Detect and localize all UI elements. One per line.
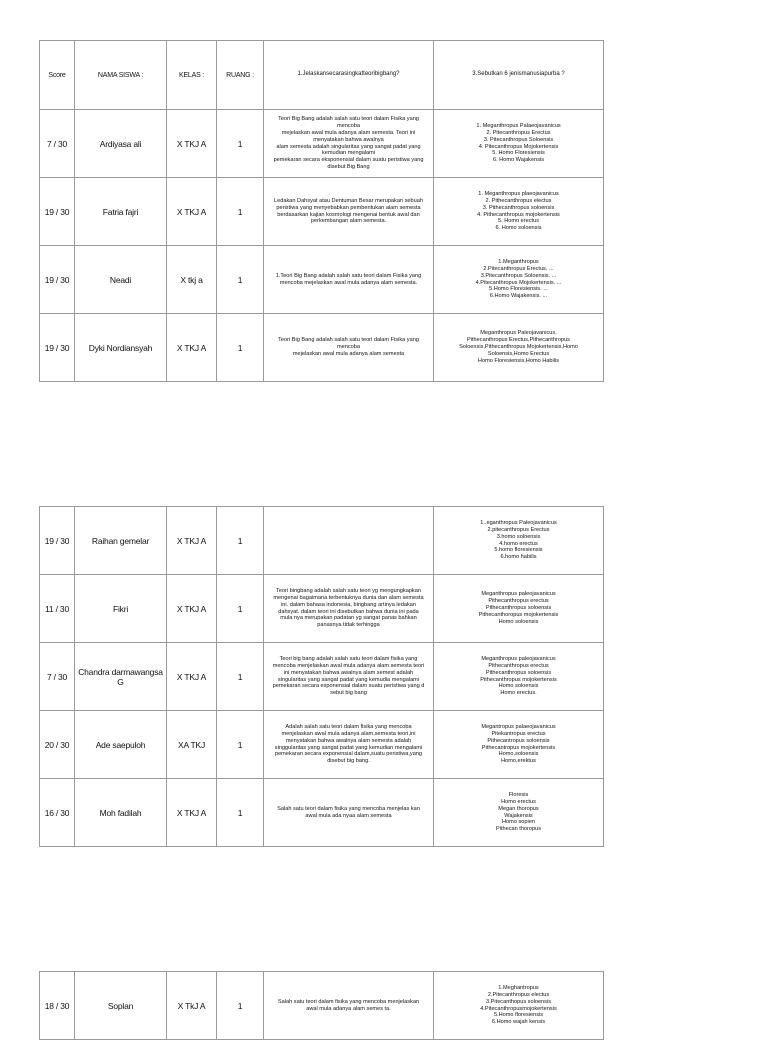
- class-cell: X TKJ A: [167, 178, 217, 246]
- answer-2-cell-line: Meganthropus paleojavanicus: [481, 655, 556, 662]
- answer-1-cell-line: pemekaran secara eksponensial dalam suatu peristiwa yang: [273, 157, 424, 164]
- answer-1-cell-line: Teori Big Bang adalah salah satu teori dalam Fisika yang: [278, 115, 419, 122]
- answer-2-cell-line: Wajakensis: [504, 812, 533, 819]
- score-cell: 19 / 30: [40, 178, 75, 246]
- answer-2-cell-line: 4.Pitecanthropus Mojokertensis. ...: [475, 279, 562, 286]
- answer-2-cell-line: Pithecanthropus Erectus,Pithecanthropus: [467, 337, 570, 344]
- answer-1-cell: [264, 972, 434, 1040]
- answer-2-cell-line: Megantropus palaeojavanicus: [481, 723, 556, 730]
- header-row: [40, 41, 604, 110]
- answer-2-cell-line: 5.Homo Floresiensis. ...: [489, 286, 548, 293]
- answer-2-cell-line: Meganthropus Paleojavanicus,: [480, 330, 557, 337]
- answer-2-cell-line: 6.Homo Wajakensis. ...: [489, 293, 548, 300]
- student-name: Dyki Nordiansyah: [75, 314, 167, 382]
- score-cell: 20 / 30: [40, 711, 75, 779]
- class-cell: X TKJ A: [167, 643, 217, 711]
- score-table-1-body: [40, 41, 604, 382]
- student-name: Fikri: [75, 575, 167, 643]
- answer-1-cell-line: berdasarkan kajian kosmologi mengenai bentuk awal dan: [277, 211, 420, 218]
- answer-1-cell-line: ini. dalam bahasa indonesia, bingbang artinya ledakan: [281, 601, 416, 608]
- answer-1-cell: [264, 178, 434, 246]
- answer-1-cell-line: awal mula ada nyaa alam semesta: [305, 812, 392, 819]
- answer-2-cell-line: Homo sopien: [502, 819, 535, 826]
- student-row: [40, 110, 604, 178]
- answer-2-cell-line: Homo soloensis: [498, 618, 539, 625]
- answer-2-cell: [434, 110, 604, 178]
- answer-2-cell-line: Homo erectus.: [500, 690, 537, 697]
- answer-2-cell-line: 5.homo floresiensis: [494, 547, 543, 554]
- score-cell: 19 / 30: [40, 246, 75, 314]
- header-ruang: RUANG :: [217, 41, 264, 110]
- answer-1-cell-line: pemekaran secara exponensial dalam suatu peristiwa yang d: [272, 683, 425, 690]
- answer-2-cell-line: 4. Pitecanthropus Mojokertensis: [478, 143, 559, 150]
- answer-2-cell-line: 6.homo habilis: [500, 554, 537, 561]
- answer-2-cell-line: 1. Meganthropus Palaeojavanicus: [476, 122, 561, 129]
- answer-1-cell: [264, 575, 434, 643]
- answer-2-cell-line: 2.pitecanthropus Erectus: [487, 526, 550, 533]
- answer-2-cell: [434, 246, 604, 314]
- answer-2-cell-line: Pithecanthropus erectus: [488, 598, 549, 605]
- answer-2-cell-line: 1..eganthropus Paleojavanicus: [480, 519, 557, 526]
- answer-2-cell-line: 1.Meganthropus: [498, 258, 539, 265]
- answer-2-cell-line: Soloensis,Pithecanthropus Mojokertensis,Homo: [459, 344, 578, 350]
- answer-2-cell-line: 3. Pitecanthropus Soloensis: [483, 136, 554, 143]
- student-row: [40, 643, 604, 711]
- answer-2-cell-line: 2.Pitecanthropus electus: [487, 991, 550, 998]
- answer-1-cell-line: Salah satu teori dalam fisika yang mencoba menjelaskan: [277, 998, 420, 1005]
- class-cell: X TKJ A: [167, 110, 217, 178]
- answer-2-cell-line: 2. Pitecanthropus Erectus: [486, 129, 551, 136]
- answer-1-cell-line: Salah satu teori dalam fisika yang mencoba menjelas kan: [277, 805, 420, 812]
- class-cell: X TKJ A: [167, 575, 217, 643]
- answer-1-cell-line: Teori Big Bang adalah salah satu teori dalam Fisika yang: [278, 337, 419, 344]
- answer-1-cell-line: 1.Teori Big Bang adalah salah satu teori dalam Fisika yang: [275, 272, 422, 279]
- student-name: Fatria fajri: [75, 178, 167, 246]
- answer-1-cell-line: mejelaskan awal mula adanya alam semesta. Teori ini: [281, 129, 416, 136]
- answer-2-cell-line: 1.Meghantropus: [498, 984, 539, 991]
- answer-1-cell-line: singularitas yang sangat padat yang kemudia mengalami: [277, 676, 420, 683]
- answer-2-cell-line: 3. Pithecanthropus soloensis: [482, 204, 555, 211]
- answer-2-cell-line: 4.Pitecanthropusmojokertensis: [480, 1005, 557, 1012]
- answer-2-cell: [434, 314, 604, 382]
- answer-2-cell-line: 2.Pitecanthropus Erectus. ...: [483, 265, 554, 272]
- answer-2-cell-line: Pithecanthropus mojokertensis: [480, 676, 557, 683]
- student-row: [40, 507, 604, 575]
- answer-1-cell-line: menyatakan bahwa awalnya: [313, 136, 384, 143]
- answer-2-cell-line: Pithecanthoropus mojokertensis: [478, 611, 559, 618]
- answer-2-cell-line: Homo soloensis: [498, 683, 539, 690]
- answer-2-cell: [434, 575, 604, 643]
- answer-1-cell: [264, 643, 434, 711]
- answer-1-cell-line: awal mula adanya alam semes ta.: [306, 1005, 391, 1012]
- score-table-1: [39, 40, 604, 382]
- answer-1-cell-line: mula nya merupakan padatan yg sangat panas bahkan: [280, 615, 417, 622]
- class-cell: X TKJ A: [167, 507, 217, 575]
- answer-2-cell: [434, 507, 604, 575]
- answer-2-cell-line: 6.Homo wajah kensis: [491, 1019, 546, 1026]
- student-row: [40, 314, 604, 382]
- answer-2-cell-line: 6. Homo Wajakensis: [492, 157, 545, 164]
- answer-2-cell-line: Soloensis,Homo Erectus: [487, 350, 550, 357]
- student-name: Chandra darmawangsa G: [75, 643, 167, 711]
- answer-2-cell-line: Pithecanthropus soloensis: [485, 605, 552, 611]
- answer-2-cell-line: 5. Homo Floresiensis: [492, 150, 545, 157]
- class-cell: XA TKJ: [167, 711, 217, 779]
- answer-2-cell-line: 5. Homo erectus: [497, 218, 540, 225]
- class-cell: X TkJ A: [167, 972, 217, 1040]
- answer-2-cell-line: Floresis: [508, 791, 529, 798]
- answer-1-cell: [264, 110, 434, 178]
- answer-1-cell-line: mengenai bagaimana terbentuknya dunia dan alam semesta: [273, 594, 424, 601]
- answer-1-cell: [264, 246, 434, 314]
- answer-1-cell-line: menjelaskan awal mula adanya alam,semesta teori,ini: [281, 730, 416, 737]
- answer-2-cell-line: 3.Pitecanthropus Soloensis. ...: [480, 272, 557, 279]
- score-cell: 11 / 30: [40, 575, 75, 643]
- answer-1-cell: [264, 314, 434, 382]
- student-row: [40, 972, 604, 1040]
- answer-1-cell-line: perkembangan alam semesta.: [310, 218, 387, 225]
- answer-1-cell: [264, 711, 434, 779]
- score-table-2-body: [40, 507, 604, 847]
- answer-1-cell-line: sebut big bang: [330, 690, 367, 697]
- answer-2-cell-line: Pithecantropus soloensis: [487, 737, 550, 744]
- class-cell: X tkj a: [167, 246, 217, 314]
- student-name: Ade saepuloh: [75, 711, 167, 779]
- room-cell: 1: [217, 779, 264, 847]
- room-cell: 1: [217, 643, 264, 711]
- student-name: Raihan gemelar: [75, 507, 167, 575]
- score-cell: 18 / 30: [40, 972, 75, 1040]
- room-cell: 1: [217, 246, 264, 314]
- room-cell: 1: [217, 314, 264, 382]
- answer-2-cell-line: Pithecantropus mojokertensis: [481, 744, 556, 751]
- room-cell: 1: [217, 110, 264, 178]
- answer-2-cell-line: Homo,soloensis: [498, 751, 539, 758]
- header-nama: NAMA SISWA :: [75, 41, 167, 110]
- class-cell: X TKJ A: [167, 314, 217, 382]
- score-cell: 7 / 30: [40, 643, 75, 711]
- answer-2-cell-line: Pithecanthropus erectus: [488, 662, 549, 669]
- header-score: Score: [40, 41, 75, 110]
- answer-2-cell-line: Pithecanthropus soloensis: [485, 669, 552, 676]
- answer-2-cell-line: Megan thoropus: [498, 805, 539, 812]
- room-cell: 1: [217, 972, 264, 1040]
- answer-1-cell-line: disebut Big Bang: [327, 164, 370, 171]
- answer-1-cell: [264, 779, 434, 847]
- answer-2-cell-line: Pithecan thoropus: [495, 826, 542, 833]
- student-row: [40, 178, 604, 246]
- answer-1-cell-line: Teori bingbang adalah salah satu teori yg mengungkapkan: [276, 587, 421, 594]
- room-cell: 1: [217, 178, 264, 246]
- header-question-1: 1.Jelaskansecarasingkatteoribigbang?: [264, 41, 434, 110]
- header-question-2: 3.Sebutkan 6 jenismanusiapurba ?: [434, 41, 604, 110]
- student-row: [40, 575, 604, 643]
- student-name: Soplan: [75, 972, 167, 1040]
- answer-2-cell-line: Pitekantropus erectus: [491, 730, 546, 737]
- score-cell: 16 / 30: [40, 779, 75, 847]
- answer-1-cell-line: mencoba mejelaskan awal mula adanya alam semesta.: [279, 279, 418, 286]
- answer-2-cell: [434, 711, 604, 779]
- answer-1-cell-line: peristiwa yang menyebabkan pembentukan alam semesta: [276, 204, 421, 211]
- class-cell: X TKJ A: [167, 779, 217, 847]
- answer-1-cell-line: menyatakan bahwa awalnya alam semesta adalah: [285, 737, 412, 744]
- answer-1-cell-line: mejelaskan awal mula adanya alam semesta: [292, 350, 405, 357]
- room-cell: 1: [217, 575, 264, 643]
- answer-1-cell: [264, 507, 434, 575]
- student-name: Ardiyasa ali: [75, 110, 167, 178]
- score-table-3: [39, 971, 604, 1040]
- student-row: [40, 246, 604, 314]
- student-name: Neadi: [75, 246, 167, 314]
- answer-1-cell-line: Adalah salah satu teori dalam fisika yang mencoba: [285, 723, 412, 730]
- answer-1-cell-line: Ledakan Dahsyat atau Dentuman Besar merupakan sebuah: [274, 197, 423, 204]
- answer-2-cell: [434, 972, 604, 1040]
- score-cell: 19 / 30: [40, 314, 75, 382]
- answer-1-cell-line: mencoba: [336, 344, 360, 350]
- answer-1-cell-line: mencoba menjelaskan awal mula adanya alam semesta teori: [272, 662, 425, 669]
- answer-2-cell-line: 3.Pitecanthopus soloensis: [486, 998, 551, 1005]
- answer-2-cell: [434, 643, 604, 711]
- answer-2-cell: [434, 779, 604, 847]
- answer-1-cell-line: singgularitas yang sangat padat yang kemudian mengalami: [274, 744, 423, 751]
- score-table-3-body: [40, 972, 604, 1040]
- score-cell: 7 / 30: [40, 110, 75, 178]
- answer-1-cell-line: Teori big bang adalah salah satu teori dalam fisika yang: [279, 655, 418, 662]
- answer-2-cell-line: 4. Pithecanthropus mojokertensis: [477, 211, 560, 218]
- answer-2-cell: [434, 178, 604, 246]
- answer-2-cell-line: 6. Homo soloensis: [495, 225, 542, 232]
- student-row: [40, 711, 604, 779]
- room-cell: 1: [217, 711, 264, 779]
- header-kelas: KELAS :: [167, 41, 217, 110]
- answer-2-cell-line: Homo,erektus: [501, 758, 536, 765]
- answer-1-cell-line: dahsyat. dalam teori ini disebutkan bahwa dunia ini pada: [278, 608, 419, 615]
- answer-1-cell-line: disebut big bang.: [327, 758, 370, 765]
- student-name: Moh fadilah: [75, 779, 167, 847]
- answer-2-cell-line: 1. Meganthropus plaeojavanicus: [478, 190, 559, 197]
- answer-1-cell-line: panasnya tidak terhingga: [317, 622, 380, 629]
- answer-1-cell-line: alam semesta adalah singularitas yang sangat padat yang: [276, 143, 421, 150]
- answer-1-cell-line: mencoba: [336, 122, 360, 129]
- answer-1-cell-line: kemudian mengalami: [321, 150, 376, 157]
- answer-2-cell-line: 3.homo soloensis: [496, 533, 541, 540]
- answer-2-cell-line: Homo erectus: [501, 798, 536, 805]
- answer-1-cell-line: ini menyatakan bahwa awalnya alam semest adalah: [283, 669, 414, 676]
- room-cell: 1: [217, 507, 264, 575]
- answer-1-cell-line: pemekaran secara exponensial dalam,suatu peristiwa,yang: [274, 751, 423, 758]
- score-table-2: [39, 506, 604, 847]
- answer-2-cell-line: Meganthropus paleojavanicus: [481, 591, 556, 598]
- answer-2-cell-line: 5.Homo floresiensis: [493, 1012, 544, 1019]
- answer-2-cell-line: Homo Floresiensis,Homo Habilis: [477, 357, 560, 364]
- answer-2-cell-line: 2. Pithecanthropus electus: [485, 197, 552, 204]
- score-cell: 19 / 30: [40, 507, 75, 575]
- answer-2-cell-line: 4.homo erectus: [499, 540, 538, 547]
- student-row: [40, 779, 604, 847]
